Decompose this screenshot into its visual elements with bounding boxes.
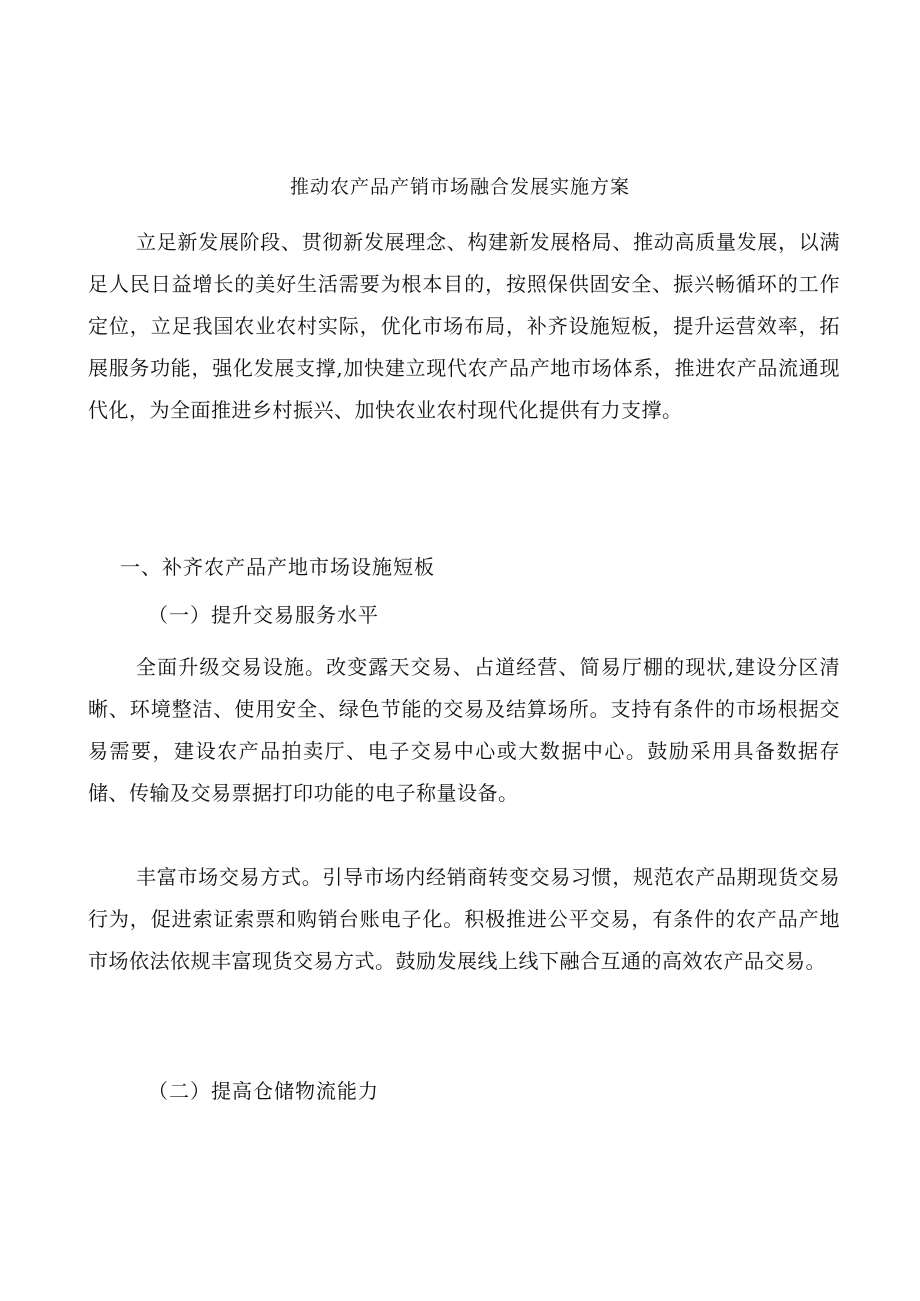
intro-paragraph: 立足新发展阶段、贯彻新发展理念、构建新发展格局、推动高质量发展，以满足人民日益增长的美好生活需要为根本目的，按照保供固安全、振兴畅循环的工作定位，立足我国农业农村实际，优化市场布局，补齐设施短板，提升运营效率，拓展服务功能，强化发展支撑,加快建立现代农产品产地市场体系，推进农产品流通现代化，为全面推进乡村振兴、加快农业农村现代化提供有力支撑。 (88, 230, 840, 422)
section-1-heading: 一、补齐农产品产地市场设施短板 (120, 555, 435, 579)
subsection-2-heading: （二）提高仓储物流能力 (148, 1079, 379, 1103)
subsection-1-heading: （一）提升交易服务水平 (148, 603, 379, 627)
subsection-1-paragraph-1: 全面升级交易设施。改变露天交易、占道经营、简易厅棚的现状,建设分区清晰、环境整洁、使用安全、绿色节能的交易及结算场所。支持有条件的市场根据交易需要，建设农产品拍卖厅、电子交易中心或大数据中心。鼓励采用具备数据存储、传输及交易票据打印功能的电子称量设备。 (88, 655, 840, 805)
document-title: 推动农产品产销市场融合发展实施方案 (289, 176, 630, 198)
subsection-1-paragraph-2: 丰富市场交易方式。引导市场内经销商转变交易习惯，规范农产品期现货交易行为，促进索证索票和购销台账电子化。积极推进公平交易，有条件的农产品产地市场依法依规丰富现货交易方式。鼓励发展线上线下融合互通的高效农产品交易。 (88, 865, 840, 973)
